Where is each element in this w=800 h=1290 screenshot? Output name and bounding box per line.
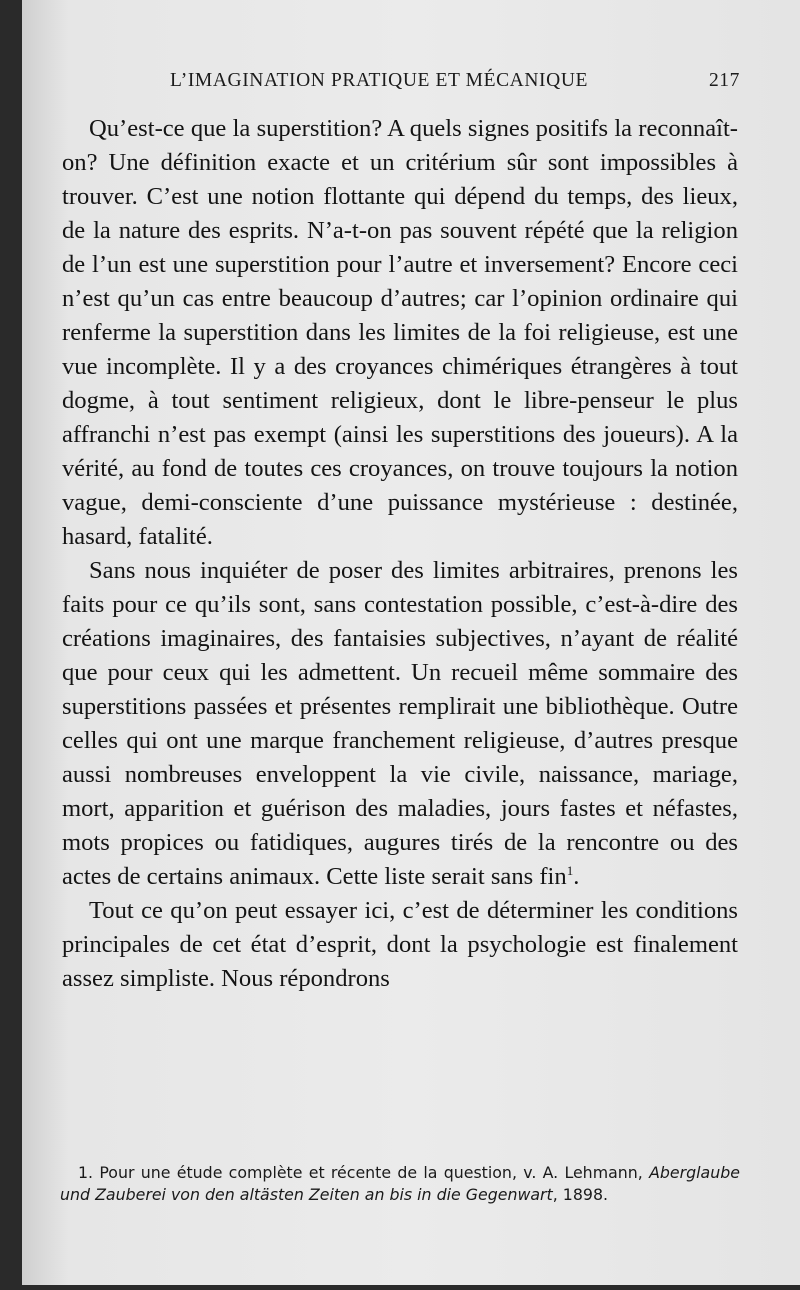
- main-text: [62, 112, 738, 996]
- paragraph-2-text: Sans nous inquiéter de poser des limites arbitraires, prenons les faits pour ce qu’ils sont, sans contestation possible, c’est-à-dire des créations imaginaires, des fantaisies subjectives, n’ayant de réalité que pour ceux qui les admettent. Un recueil même sommaire des superstitions passées et présentes remplirait une bibliothèque. Outre celles qui ont une marque franchement religieuse, d’autres presque aussi nombreuses enveloppent la vie civile, naissance, mariage, mort, apparition et guérison des maladies, jours fastes et néfastes, mots propices ou fatidiques, augures tirés de la rencontre ou des actes de certains animaux. Cette liste serait sans fin: [62, 557, 738, 890]
- footnote-year: , 1898.: [552, 1185, 609, 1204]
- footnote-reference: 1: [566, 862, 574, 878]
- running-header: [170, 70, 740, 92]
- paragraph-3: Tout ce qu’on peut essayer ici, c’est de déterminer les conditions principales de cet état d’esprit, dont la psychologie est finalement assez simpliste. Nous répondrons: [62, 897, 738, 992]
- footnote-text: Pour une étude complète et récente de la question, v. A. Lehmann,: [99, 1163, 643, 1182]
- paragraph-1: Qu’est-ce que la superstition? A quels signes positifs la reconnaît-on? Une définition exacte et un critérium sûr sont impossibles à trouver. C’est une notion flottante qui dépend du temps, des lieux, de la nature des esprits. N’a-t-on pas souvent répété que la religion de l’un est une superstition pour l’autre et inversement? Encore ceci n’est qu’un cas entre beaucoup d’autres; car l’opinion ordinaire qui renferme la superstition dans les limites de la foi religieuse, est une vue incomplète. Il y a des croyances chimériques étrangères à tout dogme, à tout sentiment religieux, dont le libre-penseur le plus affranchi n’est pas exempt (ainsi les superstitions des joueurs). A la vérité, au fond de toutes ces croyances, on trouve toujours la notion vague, demi-consciente d’une puissance mystérieuse : destinée, hasard, fatalité.: [62, 115, 738, 550]
- running-title: L’IMAGINATION PRATIQUE ET MÉCANIQUE: [170, 70, 589, 91]
- book-page: [22, 0, 800, 1285]
- footnote: [60, 1162, 740, 1206]
- paragraph-2: [62, 554, 738, 894]
- paragraph-2-end: .: [573, 863, 580, 890]
- footnote-book-title: Aberglaube und Zauberei von den altästen Zeiten an bis in die Gegenwart: [60, 1163, 740, 1204]
- footnote-number: 1.: [78, 1163, 94, 1182]
- page-number: 217: [708, 70, 740, 91]
